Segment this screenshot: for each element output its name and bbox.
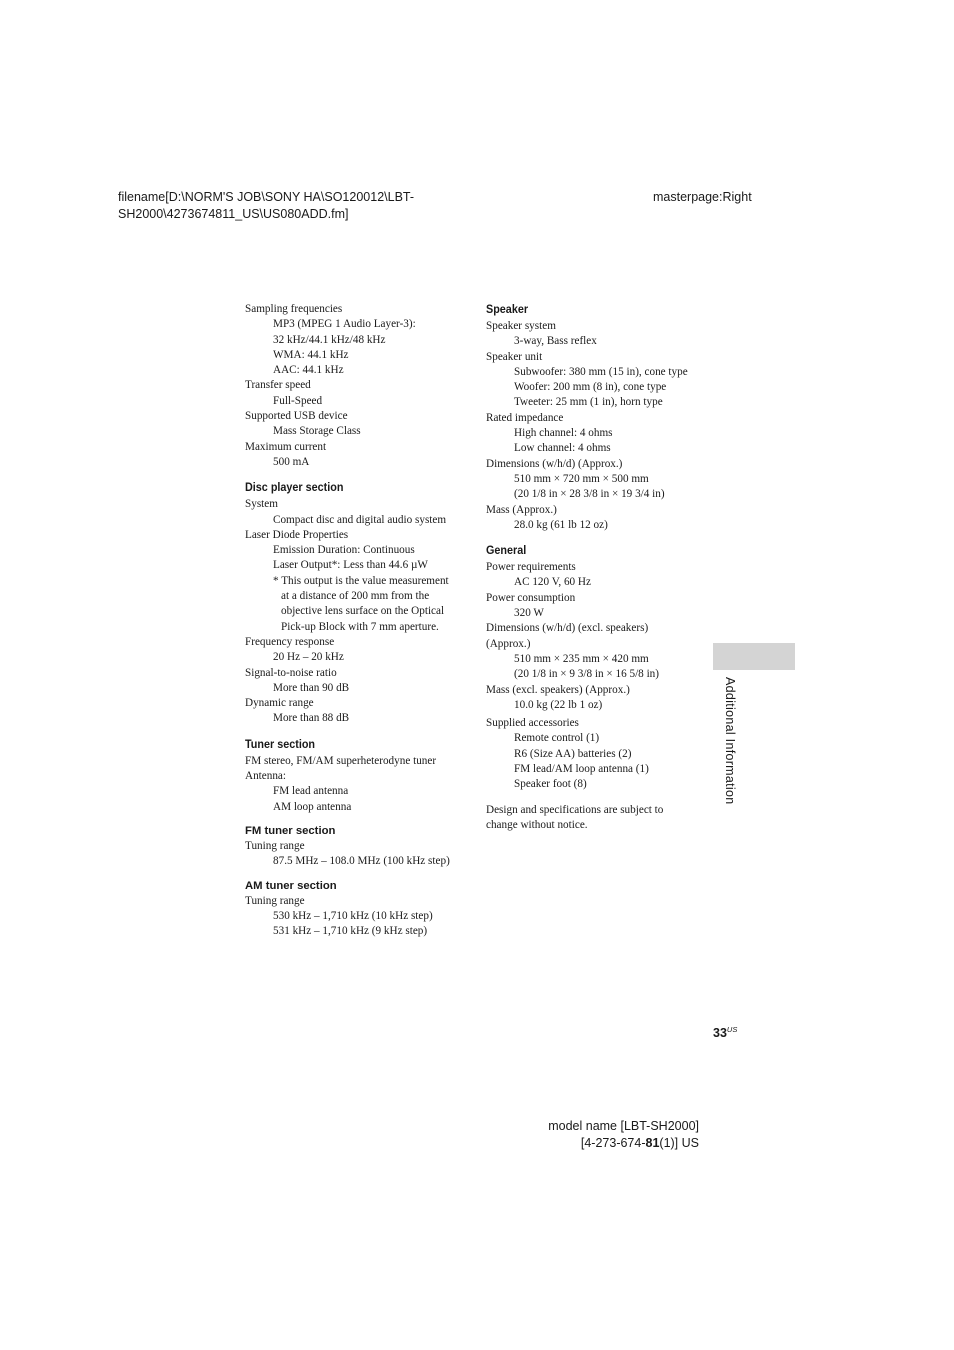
subsection-heading-am-tuner: AM tuner section <box>245 879 337 892</box>
masterpage-header: masterpage:Right <box>653 190 752 204</box>
spec-value: AC 120 V, 60 Hz <box>514 576 591 589</box>
spec-label: Supplied accessories <box>486 717 579 730</box>
spec-label: Dimensions (w/h/d) (excl. speakers) <box>486 622 649 635</box>
spec-value: WMA: 44.1 kHz <box>273 348 349 361</box>
spec-label: Speaker system <box>486 320 556 332</box>
model-footer <box>548 1118 699 1152</box>
side-section-label: Additional Information <box>723 677 737 805</box>
spec-value: Tweeter: 25 mm (1 in), horn type <box>514 396 663 409</box>
spec-label: Frequency response <box>245 635 335 648</box>
filename-header <box>118 189 448 223</box>
footnote-line: * This output is the value measurement <box>273 574 449 587</box>
spec-label: Power requirements <box>486 561 576 574</box>
spec-label: Supported USB device <box>245 410 348 423</box>
spec-value: 510 mm × 235 mm × 420 mm <box>514 652 649 665</box>
section-heading-tuner: Tuner section <box>245 736 316 751</box>
footnote-line: objective lens surface on the Optical <box>281 605 445 618</box>
spec-value: MP3 (MPEG 1 Audio Layer-3): <box>273 318 416 331</box>
spec-label: (Approx.) <box>486 637 531 650</box>
spec-value: Low channel: 4 ohms <box>514 442 611 455</box>
spec-label: Sampling frequencies <box>245 303 343 315</box>
spec-value: FM lead antenna <box>273 785 349 798</box>
spec-value: R6 (Size AA) batteries (2) <box>514 747 632 760</box>
spec-value: Subwoofer: 380 mm (15 in), cone type <box>514 365 688 378</box>
spec-label: Antenna: <box>245 770 287 783</box>
part-number <box>548 1135 699 1152</box>
spec-label: Signal-to-noise ratio <box>245 666 337 679</box>
filename-line-2: SH2000\4273674811_US\US080ADD.fm] <box>118 207 349 221</box>
spec-value: 28.0 kg (61 lb 12 oz) <box>514 518 608 531</box>
spec-label: Rated impedance <box>486 411 564 424</box>
footnote-line: Pick-up Block with 7 mm aperture. <box>281 620 439 633</box>
spec-value: 531 kHz – 1,710 kHz (9 kHz step) <box>273 925 428 938</box>
spec-value: 87.5 MHz – 108.0 MHz (100 kHz step) <box>273 855 450 868</box>
spec-value: 3-way, Bass reflex <box>514 335 597 348</box>
left-column <box>245 302 470 939</box>
spec-label: Laser Diode Properties <box>245 528 349 541</box>
spec-label: Maximum current <box>245 440 327 453</box>
page-number <box>713 1025 737 1040</box>
spec-value: (20 1/8 in × 9 3/8 in × 16 5/8 in) <box>514 668 660 681</box>
model-name: model name [LBT-SH2000] <box>548 1119 699 1133</box>
spec-label: Transfer speed <box>245 379 311 392</box>
spec-label: Mass (excl. speakers) (Approx.) <box>486 683 630 696</box>
spec-value: 510 mm × 720 mm × 500 mm <box>514 472 649 485</box>
spec-value: 20 Hz – 20 kHz <box>273 651 344 664</box>
spec-value: AM loop antenna <box>273 800 352 813</box>
spec-label: Power consumption <box>486 591 576 604</box>
spec-value: Laser Output*: Less than 44.6 µW <box>273 559 428 572</box>
subsection-heading-fm-tuner: FM tuner section <box>245 824 336 837</box>
spec-value: Remote control (1) <box>514 732 600 745</box>
spec-label: Tuning range <box>245 839 305 852</box>
spec-label: Mass (Approx.) <box>486 503 557 516</box>
filename-line-1: filename[D:\NORM'S JOB\SONY HA\SO120012\LBT- <box>118 190 415 204</box>
spec-value: More than 88 dB <box>273 712 350 725</box>
section-heading-speaker: Speaker <box>486 302 529 316</box>
spec-value: 10.0 kg (22 lb 1 oz) <box>514 698 603 711</box>
section-heading-disc-player: Disc player section <box>245 480 344 495</box>
part-number-prefix: [4-273-674- <box>580 1136 646 1150</box>
spec-value: 500 mA <box>273 455 310 468</box>
spec-label: Dimensions (w/h/d) (Approx.) <box>486 457 623 470</box>
spec-value: 32 kHz/44.1 kHz/48 kHz <box>273 333 386 346</box>
laser-footnote <box>245 574 470 635</box>
disclaimer-line: change without notice. <box>486 818 588 831</box>
disclaimer-line: Design and specifications are subject to <box>486 803 664 816</box>
part-number-suffix: (1)] US <box>659 1136 699 1150</box>
spec-value: Compact disc and digital audio system <box>273 513 447 526</box>
spec-value: FM stereo, FM/AM superheterodyne tuner <box>245 754 437 767</box>
spec-value: FM lead/AM loop antenna (1) <box>514 763 649 776</box>
spec-value: (20 1/8 in × 28 3/8 in × 19 3/4 in) <box>514 488 665 501</box>
footnote-line: at a distance of 200 mm from the <box>281 590 430 603</box>
spec-value: Full-Speed <box>273 394 323 407</box>
part-number-bold: 81 <box>645 1136 660 1150</box>
spec-value: Mass Storage Class <box>273 425 361 438</box>
spec-value: 530 kHz – 1,710 kHz (10 kHz step) <box>273 909 433 922</box>
spec-value: Woofer: 200 mm (8 in), cone type <box>514 381 667 394</box>
spec-label: Tuning range <box>245 894 305 907</box>
spec-value: AAC: 44.1 kHz <box>273 364 344 377</box>
section-heading-general: General <box>486 543 527 558</box>
spec-value: Emission Duration: Continuous <box>273 544 415 557</box>
spec-value: High channel: 4 ohms <box>514 427 613 440</box>
spec-label: System <box>245 498 278 511</box>
spec-value: Speaker foot (8) <box>514 778 587 791</box>
spec-label: Dynamic range <box>245 697 314 710</box>
spec-value: More than 90 dB <box>273 681 350 694</box>
section-tab-marker <box>713 643 795 670</box>
spec-label: Speaker unit <box>486 350 543 363</box>
page-number-suffix: US <box>726 1025 738 1034</box>
page-number-value: 33 <box>713 1026 727 1040</box>
right-column <box>486 302 711 833</box>
spec-value: 320 W <box>514 607 544 620</box>
